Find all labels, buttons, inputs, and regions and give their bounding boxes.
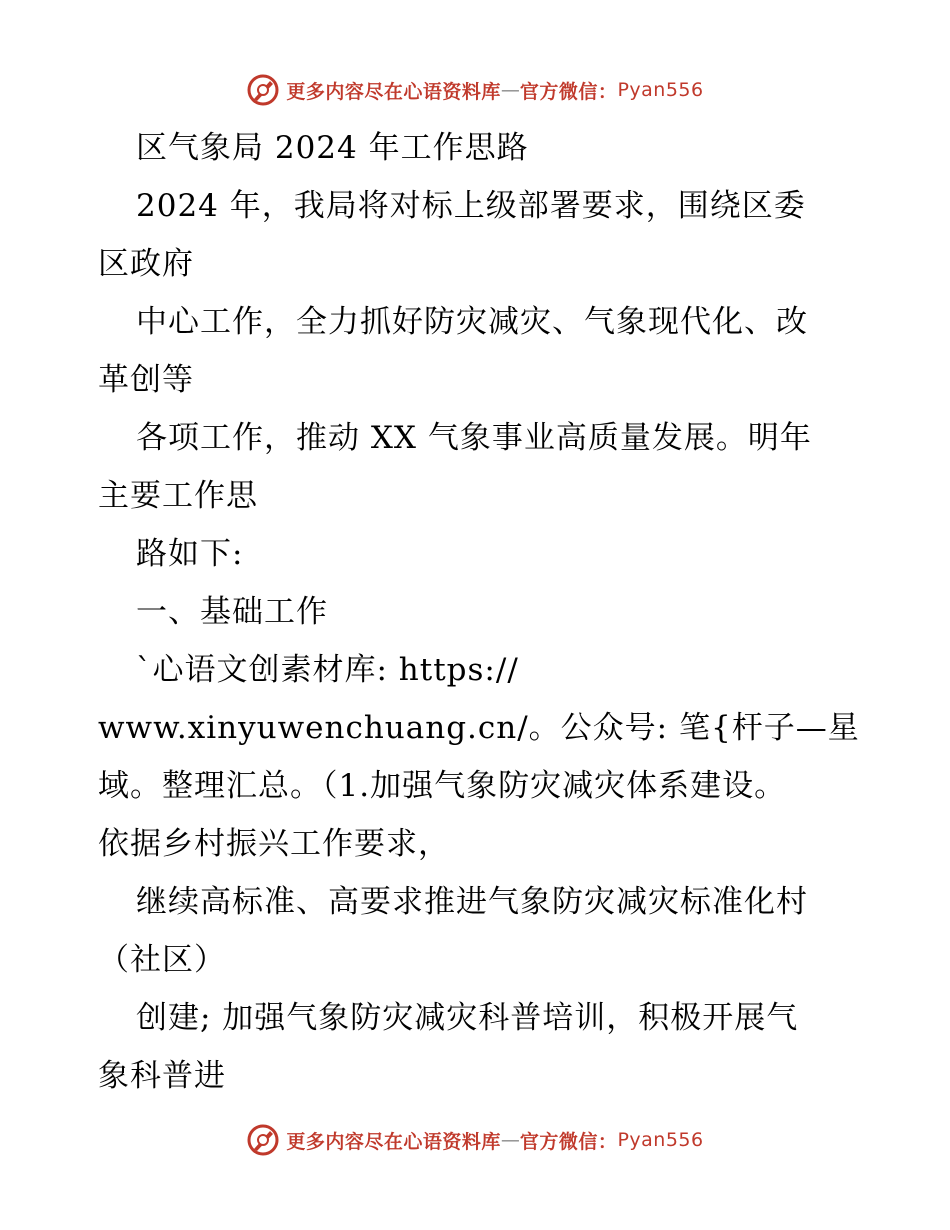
watermark-main-text: 更多内容尽在心语资料库 bbox=[286, 1130, 501, 1153]
paragraph-line: 象科普进 bbox=[98, 1058, 226, 1094]
watermark-separator: — bbox=[500, 1129, 520, 1151]
paragraph-line: 中心工作，全力抓好防灾减灾、气象现代化、改 bbox=[136, 304, 808, 340]
watermark-wechat-id: Pyan556 bbox=[617, 79, 704, 101]
paragraph-line: 依据乡村振兴工作要求， bbox=[98, 826, 450, 862]
paragraph-line: 继续高标准、高要求推进气象防灾减灾标准化村 bbox=[136, 884, 808, 920]
paragraph-line: 2024 年，我局将对标上级部署要求，围绕区委 bbox=[136, 188, 806, 224]
footer-watermark bbox=[0, 1120, 950, 1160]
brush-logo-icon bbox=[246, 1123, 280, 1157]
paragraph-line: 主要工作思 bbox=[98, 478, 258, 514]
paragraph-line: 各项工作，推动 XX 气象事业高质量发展。明年 bbox=[136, 420, 812, 456]
paragraph-line: 革创等 bbox=[98, 362, 194, 398]
paragraph-line: 区政府 bbox=[98, 246, 194, 282]
paragraph-line: （社区） bbox=[98, 942, 226, 978]
watermark-wechat-id: Pyan556 bbox=[617, 1129, 704, 1151]
paragraph-line: 创建; 加强气象防灾减灾科普培训，积极开展气 bbox=[136, 1000, 799, 1036]
watermark-separator: — bbox=[500, 79, 520, 101]
watermark-contact-text: 官方微信： bbox=[519, 1130, 618, 1153]
paragraph-line: www.xinyuwenchuang.cn/。公众号: 笔{杆子—星 bbox=[98, 710, 860, 746]
paragraph-line: `心语文创素材库: https:// bbox=[136, 652, 519, 688]
watermark-contact-text: 官方微信： bbox=[519, 80, 618, 103]
header-watermark bbox=[0, 70, 950, 110]
section-heading: 一、基础工作 bbox=[136, 594, 328, 630]
paragraph-line: 路如下: bbox=[136, 536, 244, 572]
watermark-main-text: 更多内容尽在心语资料库 bbox=[286, 80, 501, 103]
brush-logo-icon bbox=[246, 73, 280, 107]
paragraph-line: 域。整理汇总。（1.加强气象防灾减灾体系建设。 bbox=[98, 768, 787, 804]
document-title: 区气象局 2024 年工作思路 bbox=[136, 130, 529, 166]
